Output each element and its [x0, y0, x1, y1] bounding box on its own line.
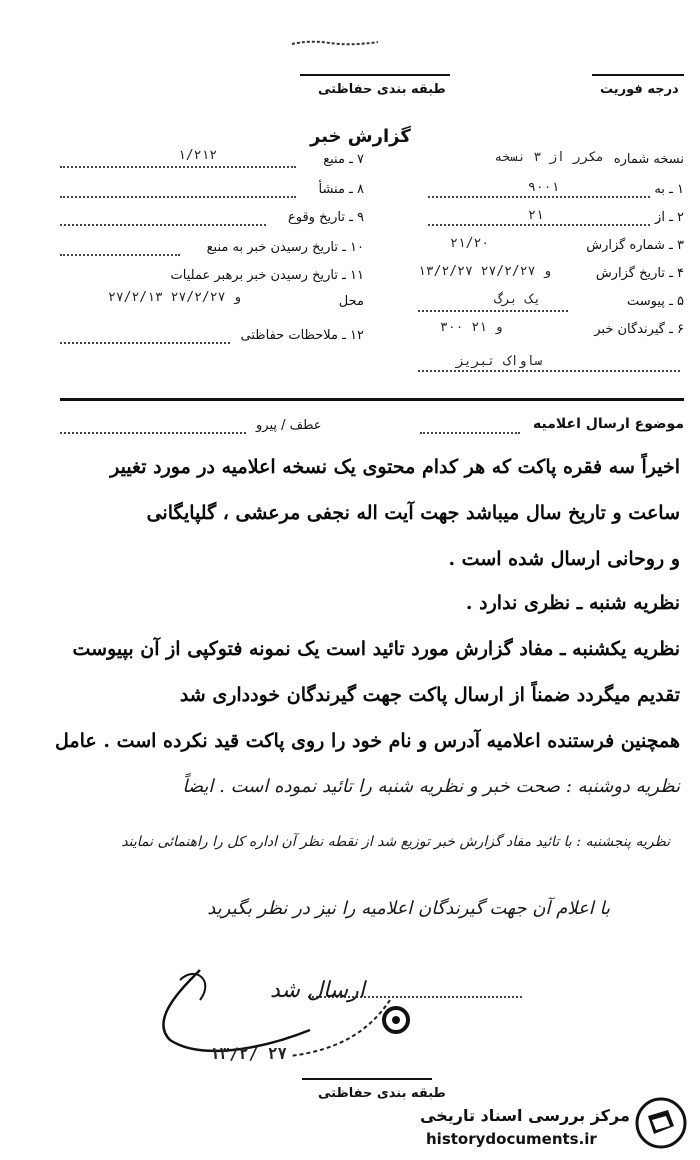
body-line-5: نظریه یکشنبه ـ مفاد گزارش مورد تائید است یک نمونه فتوکپی از آن بپیوست [72, 638, 680, 660]
section-divider [60, 398, 684, 401]
field-from-value: ۲۱ [528, 208, 544, 223]
field-report-date-value: ۱۳/۲/۲۷ و ۲۷/۲/۲۷ [418, 264, 552, 279]
field-attachment-value: یک برگ [494, 292, 541, 307]
field-recipients-label: ۶ ـ گیرندگان خبر [594, 322, 684, 337]
field-location-label: محل [338, 294, 364, 309]
field-attachment-line [418, 310, 568, 312]
field-recipients-extra: ساواک تبریز [456, 354, 543, 369]
field-source-label: ۷ ـ منبع [323, 152, 364, 167]
page-title: گزارش خبر [310, 126, 411, 147]
field-from-label: ۲ ـ از [655, 210, 684, 225]
footer-rule [302, 1078, 432, 1080]
handwritten-line-3: با اعلام آن جهت گیرندگان اعلامیه را نیز در نظر بگیرید [207, 898, 610, 919]
field-news-to-leader-label: ۱۱ ـ تاریخ رسیدن خبر برهبر عملیات [170, 268, 364, 283]
field-report-number-value: ۲۱/۲۰ [450, 236, 490, 251]
field-source-value: ۱/۲۱۲ [178, 148, 218, 163]
field-to-label: ۱ ـ به [654, 182, 684, 197]
body-line-1: اخیراً سه فقره پاکت که هر کدام محتوی یک نسخه اعلامیه در مورد تغییر [110, 456, 680, 478]
field-location-value: ۲۷/۲/۱۳ و ۲۷/۲/۲۷ [108, 290, 242, 305]
field-to-value: ۹۰۰۱ [528, 180, 560, 195]
field-report-date-label: ۴ ـ تاریخ گزارش [595, 266, 684, 281]
archive-url: historydocuments.ir [426, 1130, 597, 1148]
field-report-number-label: ۳ ـ شماره گزارش [586, 238, 684, 253]
body-line-6: تقدیم میگردد ضمناً از ارسال پاکت جهت گیرندگان خودداری شد [179, 684, 680, 706]
top-scribble-mark [290, 34, 380, 50]
field-source-line [60, 166, 296, 168]
body-line-4: نظریه شنبه ـ نظری ندارد . [465, 592, 680, 614]
field-from-line [428, 224, 650, 226]
archive-center-name: مرکز بررسی اسناد تاریخی [420, 1106, 630, 1125]
reference-label: عطف / پیرو [256, 418, 322, 433]
reference-line-dots [60, 432, 246, 434]
handwritten-line-1: نظریه دوشنبه : صحت خبر و نظریه شنبه را تائید نموده است . ایضاً [182, 776, 680, 797]
subject-label: موضوع ارسال اعلامیه [533, 416, 684, 432]
header-rule-right [592, 74, 684, 76]
header-rule-left [300, 74, 450, 76]
field-attachment-label: ۵ ـ پیوست [627, 294, 684, 309]
body-line-2: ساعت و تاریخ سال میباشد جهت آیت اله نجفی مرعشی ، گلپایگانی [146, 502, 680, 524]
field-copy-value: مکرر از ۳ نسخه [494, 150, 604, 165]
stamp-mark [376, 1000, 416, 1040]
footer-classification: طبقه بندی حفاظتی [318, 1086, 446, 1101]
archive-logo-icon [634, 1096, 688, 1150]
field-recipients-line [418, 370, 680, 372]
body-line-7: همچنین فرستنده اعلامیه آدرس و نام خود را روی پاکت قید نکرده است . عامل [55, 730, 680, 752]
field-news-to-source-label: ۱۰ ـ تاریخ رسیدن خبر به منبع [206, 240, 364, 255]
field-occurrence-date-line [60, 224, 266, 226]
field-occurrence-date-label: ۹ ـ تاریخ وقوع [287, 210, 364, 225]
field-copy-label: نسخه شماره [613, 152, 684, 167]
field-origin-line [60, 196, 296, 198]
body-line-3: و روحانی ارسال شده است . [448, 548, 680, 570]
classification-label: طبقه بندی حفاظتی [318, 82, 446, 97]
urgency-label: درجه فوریت [600, 82, 679, 97]
field-to-line [428, 196, 650, 198]
signature-text: ارسال شد [270, 978, 365, 1003]
field-origin-label: ۸ ـ منشأ [318, 182, 364, 197]
signature-date: ۱۳/۲/ ۲۷ [210, 1044, 288, 1063]
field-recipients-value: ۳۰۰ و ۲۱ [440, 320, 503, 335]
field-news-to-source-line [60, 254, 180, 256]
handwritten-line-2: نظریه پنجشنبه : با تائید مفاد گزارش خبر توزیع شد از نقطه نظر آن اداره کل را راهنمائی نمایند [121, 834, 670, 850]
field-security-notes-label: ۱۲ ـ ملاحظات حفاظتی [240, 328, 364, 343]
subject-line-dots [420, 432, 520, 434]
field-security-notes-line [60, 342, 230, 344]
